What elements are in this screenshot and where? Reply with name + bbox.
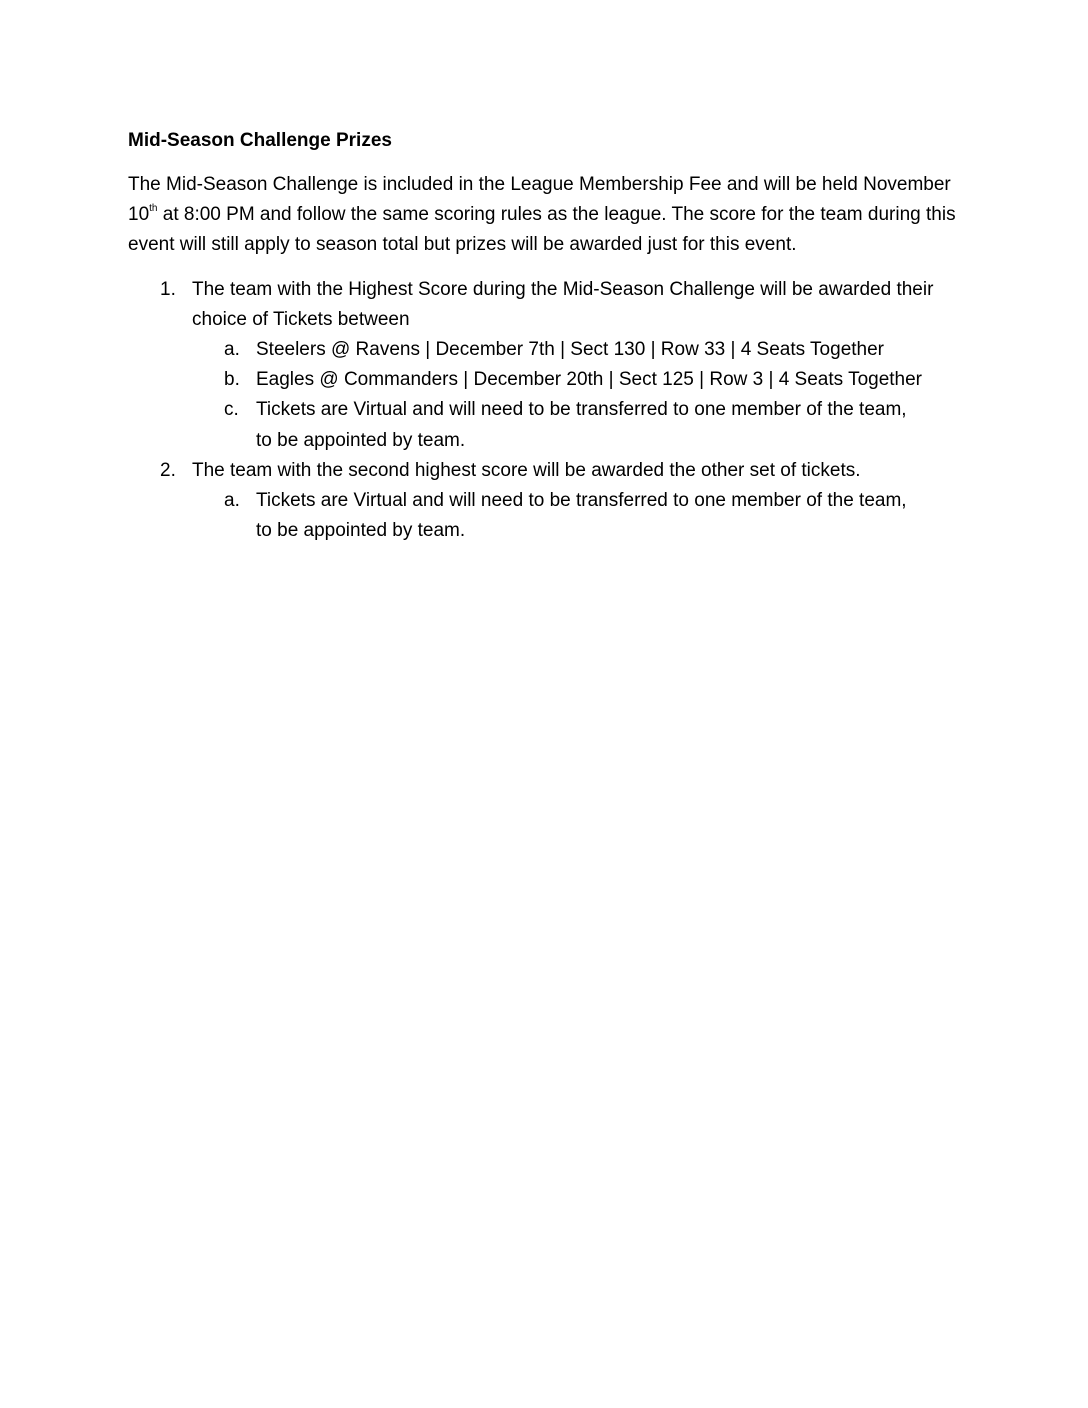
sub-list-item-letter: a. xyxy=(224,490,240,512)
sub-list-item xyxy=(192,365,968,395)
sub-list xyxy=(192,335,968,456)
document-heading: Mid-Season Challenge Prizes xyxy=(128,130,392,151)
sub-list-item-text: Steelers @ Ravens | December 7th | Sect 130 | Row 33 | 4 Seats Together xyxy=(256,339,885,361)
sub-list xyxy=(192,486,968,546)
intro-superscript: th xyxy=(149,202,158,214)
sub-list-item xyxy=(192,486,968,546)
sub-list-item xyxy=(192,335,968,365)
intro-text-part1: The Mid-Season Challenge is included in the League Membership Fee and will be held November 10 xyxy=(128,174,951,226)
sub-list-item-letter: c. xyxy=(224,399,239,421)
sub-list-item-letter: b. xyxy=(224,369,240,391)
list-item-text: The team with the second highest score will be awarded the other set of tickets. xyxy=(192,459,861,481)
list-item-number: 2. xyxy=(160,459,176,481)
intro-text-part2: at 8:00 PM and follow the same scoring rules as the league. The score for the team during this event will still apply to season total but prizes will be awarded just for this event. xyxy=(128,204,956,256)
sub-list-item-letter: a. xyxy=(224,339,240,361)
prize-list xyxy=(128,275,968,547)
document-page xyxy=(128,126,968,546)
sub-list-item xyxy=(192,395,968,455)
list-item-text: The team with the Highest Score during the Mid-Season Challenge will be awarded their choice of Tickets between xyxy=(192,278,934,330)
list-item xyxy=(128,456,968,547)
list-item-number: 1. xyxy=(160,278,176,300)
list-item xyxy=(128,275,968,456)
sub-list-item-text: Tickets are Virtual and will need to be transferred to one member of the team, to be appointed by team. xyxy=(256,399,907,451)
sub-list-item-text: Tickets are Virtual and will need to be transferred to one member of the team, to be appointed by team. xyxy=(256,490,907,542)
sub-list-item-text: Eagles @ Commanders | December 20th | Sect 125 | Row 3 | 4 Seats Together xyxy=(256,369,923,391)
intro-paragraph xyxy=(128,170,958,261)
